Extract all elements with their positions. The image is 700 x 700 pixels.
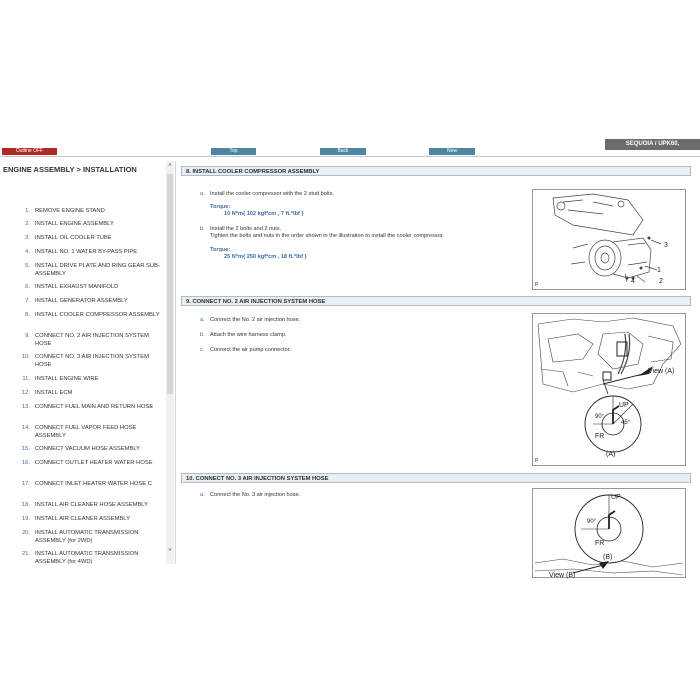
item-number: 5.	[25, 263, 30, 269]
section-header-8: 8. INSTALL COOLER COMPRESSOR ASSEMBLY	[181, 166, 691, 176]
step-10a	[200, 492, 530, 500]
step-text: Connect the air pump connector.	[210, 347, 291, 353]
toolbar	[0, 138, 700, 158]
item-number: 12.	[21, 390, 30, 396]
item-number: 3.	[25, 235, 30, 241]
item-number: 1.	[25, 208, 30, 214]
fig-angle-90: 90°	[587, 519, 597, 525]
item-label: CONNECT FUEL MAIN AND RETURN HOSE	[35, 404, 154, 410]
step-8b	[200, 226, 530, 242]
step-text: Attach the wire harness clamp.	[210, 332, 287, 338]
fig-a-label: (A)	[606, 451, 616, 458]
item-number: 17.	[21, 481, 30, 487]
step-letter: a.	[200, 492, 205, 498]
torque-value: 25 N*m{ 250 kgf*cm , 18 ft.*lbf }	[224, 254, 307, 260]
step-letter: a.	[200, 317, 205, 323]
fig-mark-3: 3	[664, 242, 668, 249]
section-header-10: 10. CONNECT NO. 3 AIR INJECTION SYSTEM HOSE	[181, 473, 691, 483]
scroll-up-icon[interactable]: ˄	[168, 163, 172, 169]
figure-air-injection-hose-2	[532, 313, 686, 466]
item-label: CONNECT OUTLET HEATER WATER HOSE	[35, 460, 153, 466]
item-label: INSTALL ENGINE WIRE	[35, 376, 99, 382]
item-number: 11.	[22, 376, 30, 382]
content-pane	[177, 161, 700, 579]
item-label: INSTALL NO. 1 WATER BY-PASS PIPE	[35, 249, 138, 255]
item-label: INSTALL DRIVE PLATE AND RING GEAR SUB-ASSEMBLY	[35, 263, 160, 277]
fig-mark-4: 4	[631, 278, 635, 285]
item-label: CONNECT INLET HEATER WATER HOSE C	[35, 481, 152, 487]
compressor-illustration	[533, 190, 685, 289]
outline-toggle-button[interactable]: Outline OFF	[2, 148, 57, 155]
step-letter: b.	[200, 226, 205, 232]
back-button[interactable]: Back	[320, 148, 366, 155]
air-hose-illustration	[533, 314, 685, 465]
item-number: 13.	[21, 404, 30, 410]
step-text: Connect the No. 2 air injection hose.	[210, 317, 301, 323]
item-number: 4.	[25, 249, 30, 255]
top-button[interactable]: Top	[211, 148, 256, 155]
item-number: 21.	[21, 551, 30, 557]
step-letter: a.	[200, 191, 205, 197]
item-label: CONNECT NO. 2 AIR INJECTION SYSTEM HOSE	[35, 333, 149, 347]
step-9a	[200, 317, 530, 325]
fig-up-label: UP	[611, 494, 621, 501]
step-letter: b.	[200, 332, 205, 338]
item-label: CONNECT NO. 3 AIR INJECTION SYSTEM HOSE	[35, 354, 149, 368]
step-9c	[200, 347, 530, 355]
item-label: INSTALL COOLER COMPRESSOR ASSEMBLY	[35, 312, 160, 318]
item-label: CONNECT VACUUM HOSE ASSEMBLY	[35, 446, 141, 452]
item-label: INSTALL ENGINE ASSEMBLY	[35, 221, 114, 227]
item-number: 19.	[21, 516, 30, 522]
step-8a	[200, 191, 530, 199]
item-number: 10.	[21, 354, 30, 360]
item-label: REMOVE ENGINE STAND	[35, 208, 105, 214]
step-letter: c.	[200, 347, 205, 353]
item-label: INSTALL OIL COOLER TUBE	[35, 235, 112, 241]
item-label: INSTALL EXHAUST MANIFOLD	[35, 284, 119, 290]
scroll-down-icon[interactable]: ˅	[168, 548, 172, 554]
section-header-9: 9. CONNECT NO. 2 AIR INJECTION SYSTEM HOSE	[181, 296, 691, 306]
sidebar	[0, 161, 176, 564]
item-number: 15.	[21, 446, 30, 452]
fig-angle-90: 90°	[595, 414, 605, 420]
item-number: 6.	[25, 284, 30, 290]
sidebar-title: ENGINE ASSEMBLY > INSTALLATION	[3, 165, 137, 174]
item-label: CONNECT FUEL VAPOR FEED HOSE ASSEMBLY	[35, 425, 137, 439]
item-number: 2.	[25, 221, 30, 227]
torque-label: Torque:	[210, 247, 231, 253]
air-hose-3-illustration	[533, 489, 685, 577]
figure-cooler-compressor	[532, 189, 686, 290]
torque-label: Torque:	[210, 204, 231, 210]
item-number: 14.	[21, 425, 30, 431]
fig-angle-45: 45°	[621, 420, 631, 426]
item-label: INSTALL AUTOMATIC TRANSMISSION ASSEMBLY (for 2WD)	[35, 530, 139, 544]
toolbar-divider	[0, 156, 700, 157]
fig-fr-label: FR	[595, 540, 605, 547]
fig-mark-2: 2	[659, 278, 663, 285]
fig-view-label: View (A)	[648, 368, 675, 375]
figure-label: P	[535, 458, 539, 464]
fig-b-label: (B)	[603, 554, 613, 561]
step-text: Connect the No. 3 air injection hose.	[210, 492, 301, 498]
item-label: INSTALL ECM	[35, 390, 73, 396]
item-number: 8.	[25, 312, 30, 318]
fig-view-label: View (B)	[549, 572, 576, 579]
new-button[interactable]: New	[429, 148, 475, 155]
step-text: Install the cooler compressor with the 2 stud bolts.	[210, 191, 335, 197]
fig-mark-1: 1	[657, 267, 661, 274]
manual-viewer	[0, 138, 700, 579]
item-number: 7.	[25, 298, 30, 304]
step-9b	[200, 332, 530, 340]
item-label: INSTALL GENERATOR ASSEMBLY	[35, 298, 128, 304]
fig-fr-label: FR	[595, 433, 605, 440]
item-number: 16.	[21, 460, 30, 466]
item-number: 9.	[25, 333, 30, 339]
model-label: SEQUOIA / UPK60,	[605, 139, 700, 150]
figure-label: P	[535, 282, 539, 288]
item-label: INSTALL AIR CLEANER HOSE ASSEMBLY	[35, 502, 148, 508]
step-text: Tighten the bolts and nuts in the order shown in the illustration to install the cooler compressor.	[210, 233, 444, 239]
item-number: 18.	[21, 502, 30, 508]
item-label: INSTALL AIR CLEANER ASSEMBLY	[35, 516, 130, 522]
torque-value: 10 N*m{ 102 kgf*cm , 7 ft.*lbf }	[224, 211, 304, 217]
item-number: 20.	[21, 530, 30, 536]
sidebar-scroll-thumb[interactable]	[167, 174, 173, 394]
figure-air-injection-hose-3	[532, 488, 686, 578]
step-text: Install the 2 bolts and 2 nuts.	[210, 226, 282, 232]
item-label: INSTALL AUTOMATIC TRANSMISSION ASSEMBLY (for 4WD)	[35, 551, 139, 565]
fig-up-label: UP	[619, 402, 629, 409]
